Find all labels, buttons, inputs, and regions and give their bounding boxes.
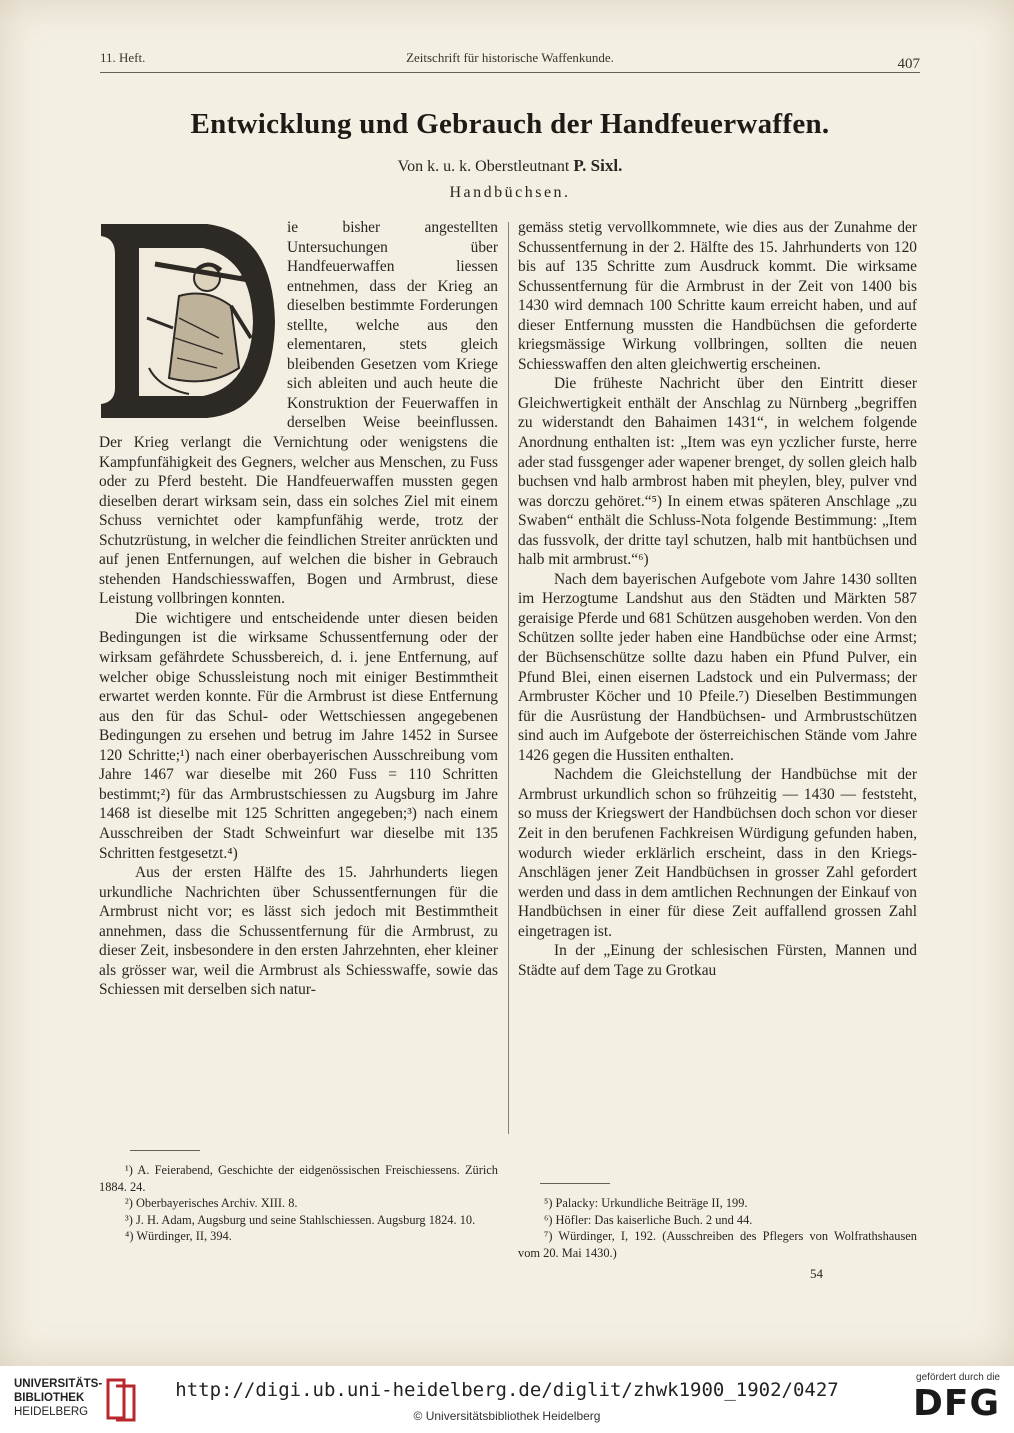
section-heading: Handbüchsen. [449,184,571,201]
footnote-rule-left [130,1150,200,1151]
left-paragraph-3: Aus der ersten Hälfte des 15. Jahrhunderts liegen urkundliche Nachrichten über Schussentfernungen für die Armbrust nicht vor; es lässt sich jedoch mit Bestimmtheit annehmen, dass die Schussentfernung für die Armbrust, zu dieser Zeit, insbesondere in den ersten Jahrzehnten, eher kleiner als grösser war, weil die Armbrust als Schiesswaffe, sowie das Schiessen mit derselben sich natur- [99,864,498,999]
page-number: 407 [897,56,920,72]
initial-d-illustration-icon [99,218,277,422]
footnote-rule-right [540,1183,610,1184]
footnote-2: ²) Oberbayerisches Archiv. XIII. 8. [125,1196,298,1210]
left-paragraph-2: Die wichtigere und entscheidende unter diesen beiden Bedingungen ist die wirksame Schussentfernung oder der wirksam gefährdete Schussbereich, d. i. jene Entfernung, auf welcher obige Schussleistung noch mit einiger Bestimmtheit erwartet werden konnte. Für die Armbrust ist diese Entfernung aus den für das Schul- oder Wettschiessen angegebenen Bedingungen zu ersehen und betrug im Jahre 1452 in Sursee 120 Schritte;¹) nach einer oberbayerischen Ausschreibung vom Jahre 1467 war dieselbe mit 260 Fuss = 110 Schritten bestimmt;²) für das Armbrustschiessen zu Augsburg im Jahre 1468 ist dieselbe mit 125 Schritten angegeben;³) nach einem Ausschreiben der Stadt Schweinfurt war dieselbe mit 135 Schritten festgesetzt.⁴) [99,609,498,862]
right-column [518,218,917,980]
footnote-5: ⁵) Palacky: Urkundliche Beiträge II, 199. [544,1196,748,1210]
article-title: Entwicklung und Gebrauch der Handfeuerwaffen. [190,108,830,140]
author-name: P. Sixl. [573,156,623,175]
funder-caption: gefördert durch die [916,1372,1000,1383]
column-divider [508,222,509,1134]
right-paragraph-4: Nachdem die Gleichstellung der Handbüchse mit der Armbrust urkundlich schon so frühzeitig — 1430 — feststeht, so muss der Kriegswert der Handbüchsen doch schon vor dieser Zeit in den berufenen Fachkreisen Würdigung gefunden haben, wodurch wieder erklärlich erscheint, dass in den Kriegs-Anschlägen jener Zeit Handbüchsen in grosser Zahl gefordert werden und dass in dem amtlichen Rechnungen der Einkauf von Handbüchsen in einer für diese Zeit auffallend grossen Zahl eingetragen ist. [518,766,917,940]
library-line-1: UNIVERSITÄTS- [14,1378,103,1390]
footnote-6: ⁶) Höfler: Das kaiserliche Buch. 2 und 44. [544,1212,753,1227]
left-column [99,218,498,1000]
right-paragraph-2: Die früheste Nachricht über den Eintritt dieser Gleichwertigkeit enthält der Anschlag zu Nürnberg „begriffen zu widerstandt den Bahaimen 1431“, in welchem folgende Anordnung enthalten ist: „Item was eyn yczlicher furste, herre ader stad fussgenger ader wapener brenget, dy sollen gleich halb buchsen vnd halb armbrost haben mit pheylen, bley, pulver vnd was dorczu gehöret.“⁵) In einem etwas späteren Anschlage „zu Swaben“ enthält die Schluss-Nota folgende Bestimmung: „Item das fussvolk, der dritte tayl schutzen, halb mit hantbüchsen und halb mit armbrust.“⁶) [518,375,917,569]
library-line-2: BIBLIOTHEK [14,1392,85,1404]
footnote-1: ¹) A. Feierabend, Geschichte der eidgenössischen Freischiessens. Zürich 1884. 24. [99,1163,498,1194]
digitization-footer [0,1366,1014,1433]
header-rule [100,72,920,73]
footnote-3: ³) J. H. Adam, Augsburg und seine Stahlschiessen. Augsburg 1824. 10. [125,1212,476,1227]
byline [100,156,920,176]
running-head [100,50,920,70]
footnote-7: ⁷) Würdinger, I, 192. (Ausschreiben des Pflegers von Wolfrathshausen vom 20. Mai 1430.) [518,1229,917,1260]
byline-prefix: Von k. u. k. Oberstleutnant [397,158,570,175]
copyright-notice: © Universitätsbibliothek Heidelberg [413,1409,601,1423]
footnotes-left [99,1162,498,1245]
left-paragraph-1: ie bisher angestellten Untersuchungen über Handfeuerwaffen liessen entnehmen, dass der Krieg an dieselben bestimmte Forderungen stellte, welche aus den elementaren, stets gleich bleibenden Gesetzen vom Kriege sich ableiten und auch heute die Konstruktion der Feuerwaffen in derselben Weise beeinflussen. Der Krieg verlangt die Vernichtung oder wenigstens die Kampfunfähigkeit des Gegners, welcher aus Menschen, zu Fuss oder zu Pferd besteht. Die Handfeuerwaffen mussten gegen dieselben derart wirksam sein, dass ein solches Ziel mit einem Schuss vernichtet oder kampfunfähig werde, trotz der Schutzrüstung, in welcher die feindlichen Streiter anrückten und auf jenen Entfernungen, auf welchen die bisher in Gebrauch stehenden Handschiesswaffen, Bogen und Armbrust, diese Leistung vollbringen konnten. [99,219,498,608]
signature-mark: 54 [810,1266,823,1281]
right-paragraph-3: Nach dem bayerischen Aufgebote vom Jahre 1430 sollten im Herzogtume Landshut aus den Städten und Märkten 587 geraisige Pferde und 681 Schützen ausgehoben werden. Von den Schützen sollte jeder haben eine Handbüchse oder eine Armst; der Büchsenschütze sollte dazu haben ein Pfund Pulver, ein Pfund Blei, einen eisernen Ladstock und ein Pulvermass; der Armbruster Köcher und 10 Pfeile.⁷) Dieselben Bestimmungen für die Ausrüstung der Handbüchsen- und Armbrustschützen sind auch im Aufgebote der österreichischen Stände vom Jahre 1426 gegen die Hussiten enthalten. [518,570,917,764]
footnotes-right [518,1195,917,1261]
library-line-3: HEIDELBERG [14,1406,89,1418]
footnote-4: ⁴) Würdinger, II, 394. [125,1229,232,1243]
issue-label: 11. Heft. [100,50,146,65]
journal-title: Zeitschrift für historische Waffenkunde. [406,50,614,65]
right-paragraph-5: In der „Einung der schlesischen Fürsten, Mannen und Städte auf dem Tage zu Grotkau [518,942,917,979]
dfg-logo: DFG [912,1383,1000,1424]
right-paragraph-1: gemäss stetig vervollkommnete, wie dies aus der Zunahme der Schussentfernung in der 2. Hälfte des 15. Jahrhunderts von 120 bis auf 135 Schritte zum Ausdruck kommt. Die wirksame Schussentfernung für die Armbrust in der Zeit von 1400 bis 1430 wird demnach 100 Schritte kaum erreicht haben, und auf dieser Entfernung mussten die Handbüchsen die geforderte kriegsmässige Wirkung vollbringen, sollten die neuen Schiesswaffen den alten gleichwertig erscheinen. [518,219,917,373]
permalink[interactable]: http://digi.ub.uni-heidelberg.de/diglit/zhwk1900_1902/0427 [175,1379,839,1401]
decorated-initial-d [99,218,277,422]
